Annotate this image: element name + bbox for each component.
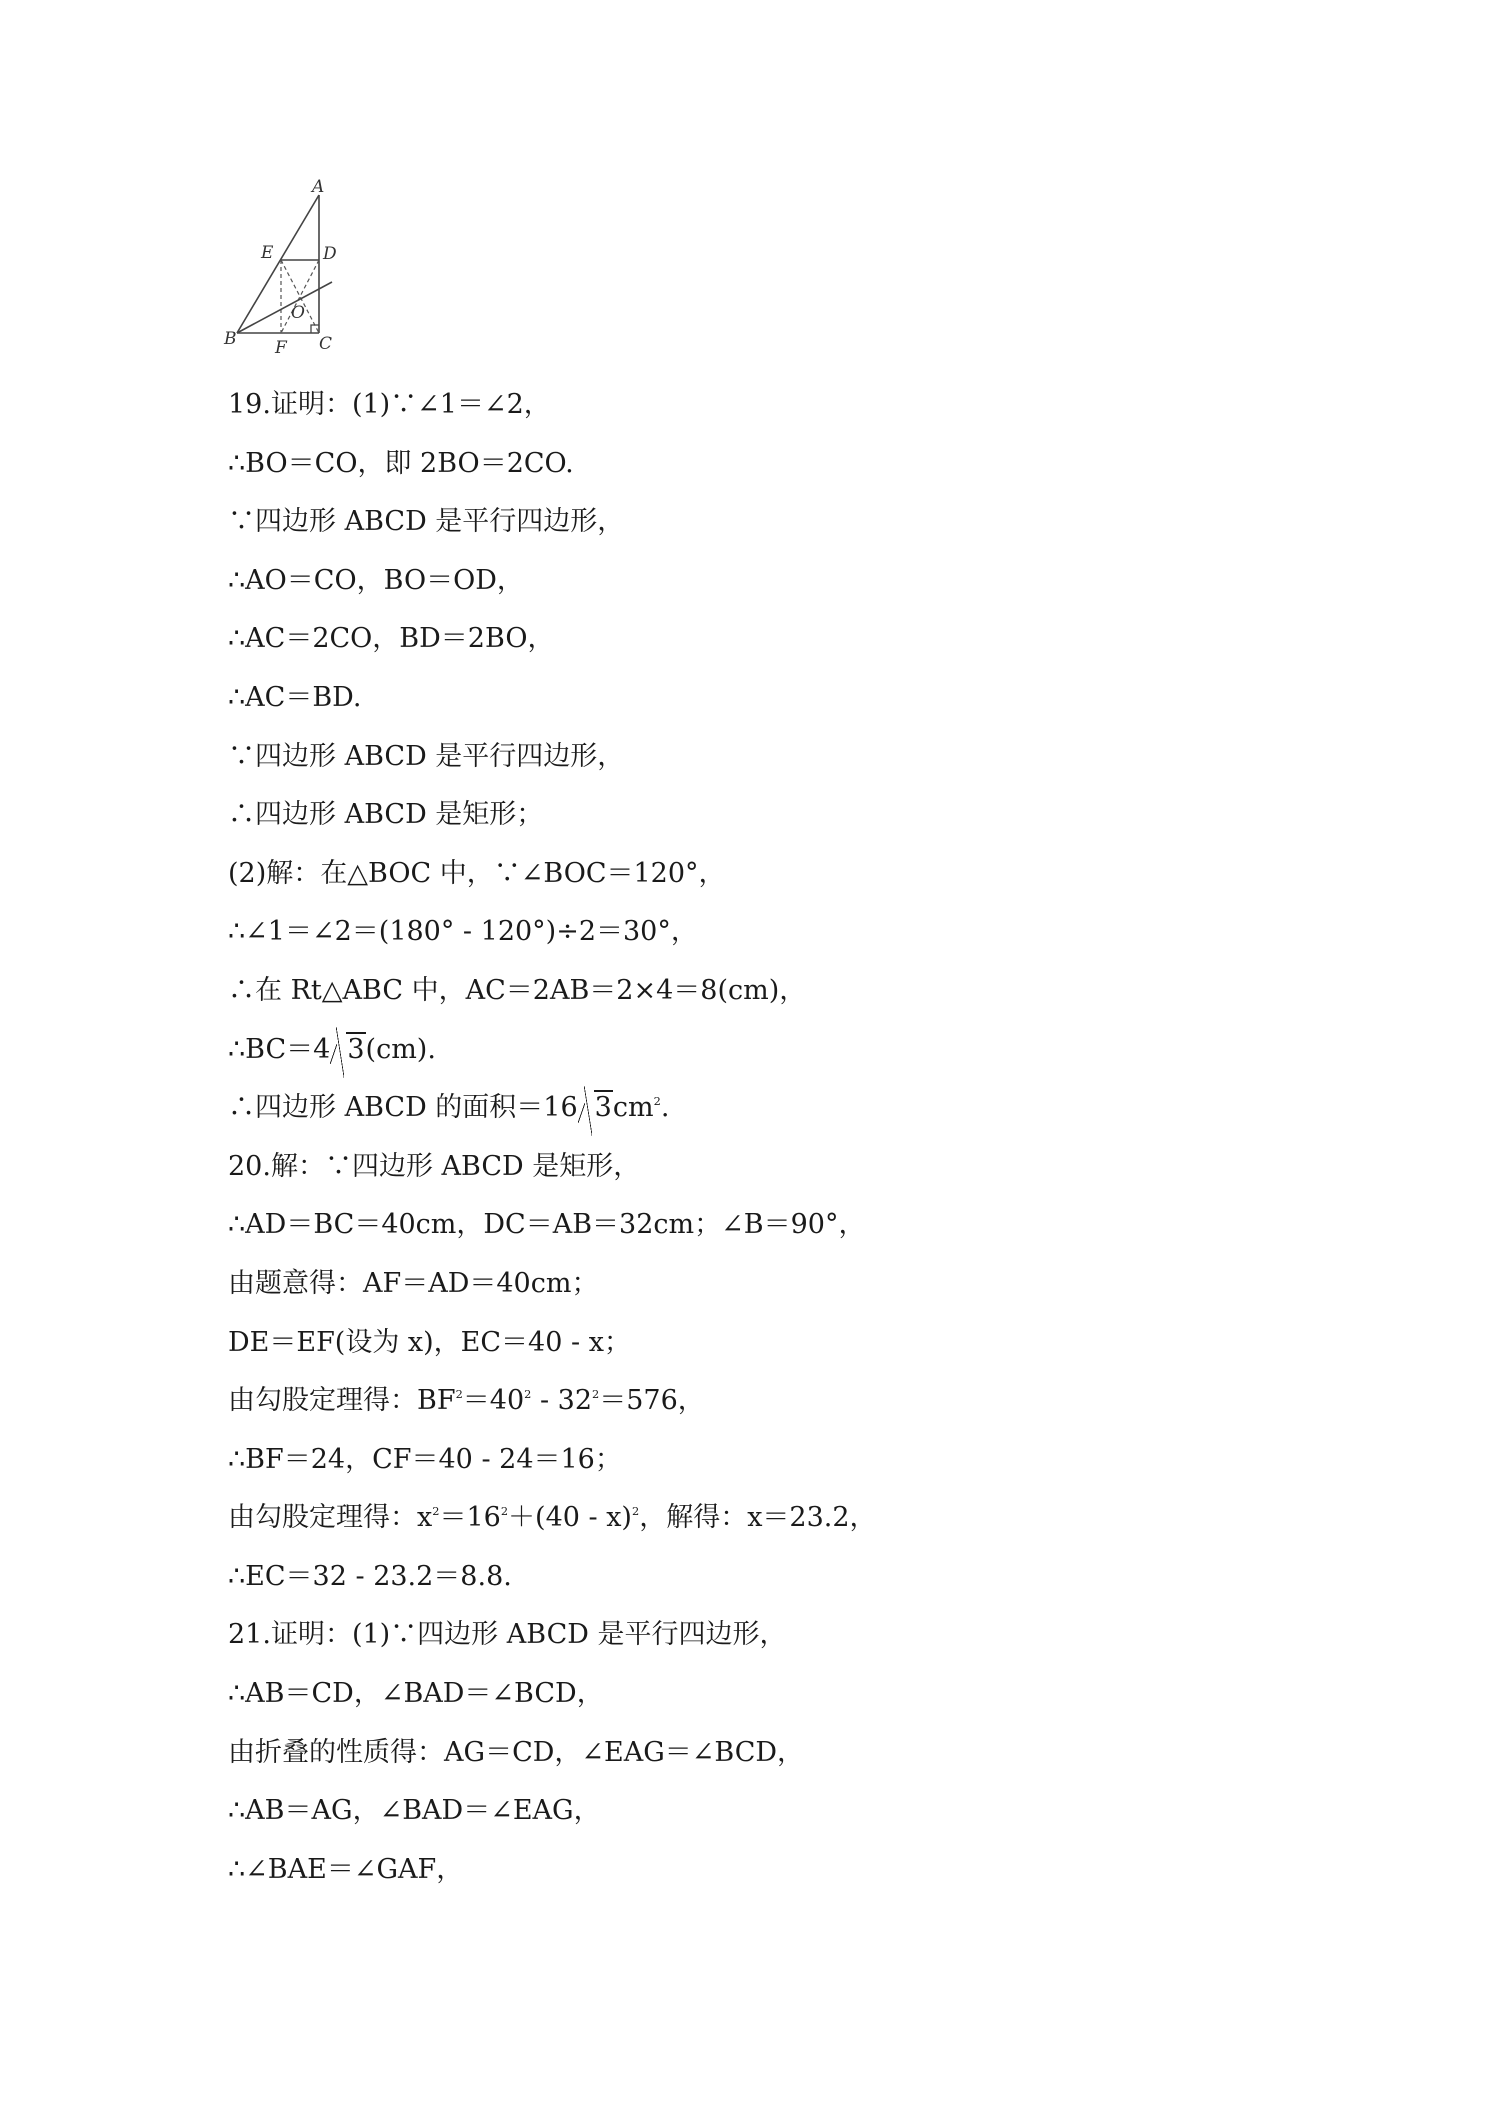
text-part: ∴BC＝4 — [228, 1033, 331, 1065]
text-line-bc — [228, 1021, 1388, 1080]
text-part: 由勾股定理得：x — [228, 1502, 433, 1534]
text-line: ∴AB＝CD，∠BAD＝∠BCD， — [228, 1678, 604, 1710]
text-line: 19.证明：(1)∵∠1＝∠2， — [228, 389, 551, 420]
sqrt-symbol — [330, 1021, 365, 1080]
label-c: C — [319, 334, 333, 354]
text-line: 由题意得：AF＝AD＝40cm； — [228, 1267, 599, 1299]
label-b: B — [224, 329, 237, 349]
superscript: 2 — [432, 1504, 440, 1519]
text-line: ∴AB＝AG，∠BAD＝∠EAG， — [228, 1795, 601, 1827]
text-line: ∴AC＝2CO，BD＝2BO， — [228, 623, 555, 655]
radicand: 3 — [594, 1092, 612, 1124]
text-part: ，解得：x＝23.2， — [639, 1502, 877, 1534]
segment-ab — [237, 195, 319, 333]
text-line-pythagoras-1 — [228, 1372, 1388, 1431]
text-line: 20.解：∵四边形 ABCD 是矩形， — [228, 1150, 641, 1182]
label-f: F — [275, 338, 287, 358]
text-line: ∴EC＝32 - 23.2＝8.8. — [228, 1560, 512, 1592]
text-part: cm — [612, 1092, 654, 1124]
text-line: 21.证明：(1)∵四边形 ABCD 是平行四边形， — [228, 1619, 787, 1651]
text-line: ∴AO＝CO，BO＝OD， — [228, 564, 524, 596]
text-part: . — [660, 1092, 670, 1124]
text-line: ∴∠1＝∠2＝(180° - 120°)÷2＝30°， — [228, 916, 698, 948]
label-a: A — [312, 178, 325, 197]
text-line: ∵四边形 ABCD 是平行四边形， — [228, 506, 625, 538]
superscript: 2 — [524, 1387, 532, 1402]
solution-text — [228, 376, 1388, 1899]
text-part: ＝40 — [462, 1385, 525, 1417]
text-part: ＝576， — [599, 1385, 705, 1417]
text-line: ∴BF＝24，CF＝40 - 24＝16； — [228, 1443, 622, 1475]
text-line: DE＝EF(设为 x)，EC＝40 - x； — [228, 1326, 631, 1358]
text-line-area — [228, 1079, 1388, 1138]
label-o: O — [291, 303, 305, 323]
text-part: (cm). — [365, 1033, 436, 1065]
superscript: 2 — [653, 1094, 661, 1109]
text-part: ＝16 — [439, 1502, 501, 1534]
radicand: 3 — [347, 1033, 365, 1065]
superscript: 2 — [631, 1504, 640, 1519]
geometry-figure — [222, 178, 352, 358]
text-part: ＋(40 - x) — [508, 1502, 632, 1534]
text-line: ∴AD＝BC＝40cm，DC＝AB＝32cm；∠B＝90°， — [228, 1209, 866, 1241]
text-part: - 32 — [531, 1385, 593, 1417]
text-line: ∴BO＝CO，即 2BO＝2CO. — [228, 447, 574, 479]
text-line: ∴在 Rt△ABC 中，AC＝2AB＝2×4＝8(cm)， — [228, 974, 807, 1006]
text-line: ∴四边形 ABCD 是矩形； — [228, 799, 544, 831]
text-line: ∴∠BAE＝∠GAF， — [228, 1853, 464, 1885]
superscript: 2 — [455, 1387, 463, 1402]
text-line: 由折叠的性质得：AG＝CD，∠EAG＝∠BCD， — [228, 1736, 805, 1768]
label-e: E — [261, 243, 274, 263]
triangle-diagram — [222, 178, 352, 358]
label-d: D — [323, 244, 337, 264]
text-part: ∴四边形 ABCD 的面积＝16 — [228, 1092, 578, 1124]
text-line: ∵四边形 ABCD 是平行四边形， — [228, 740, 625, 772]
text-part: 由勾股定理得：BF — [228, 1385, 456, 1417]
superscript: 2 — [592, 1387, 600, 1402]
sqrt-symbol — [578, 1079, 613, 1138]
text-line: ∴AC＝BD. — [228, 681, 362, 713]
text-line-pythagoras-2 — [228, 1489, 1388, 1548]
superscript: 2 — [500, 1504, 509, 1519]
text-line: (2)解：在△BOC 中，∵∠BOC＝120°， — [228, 857, 726, 889]
